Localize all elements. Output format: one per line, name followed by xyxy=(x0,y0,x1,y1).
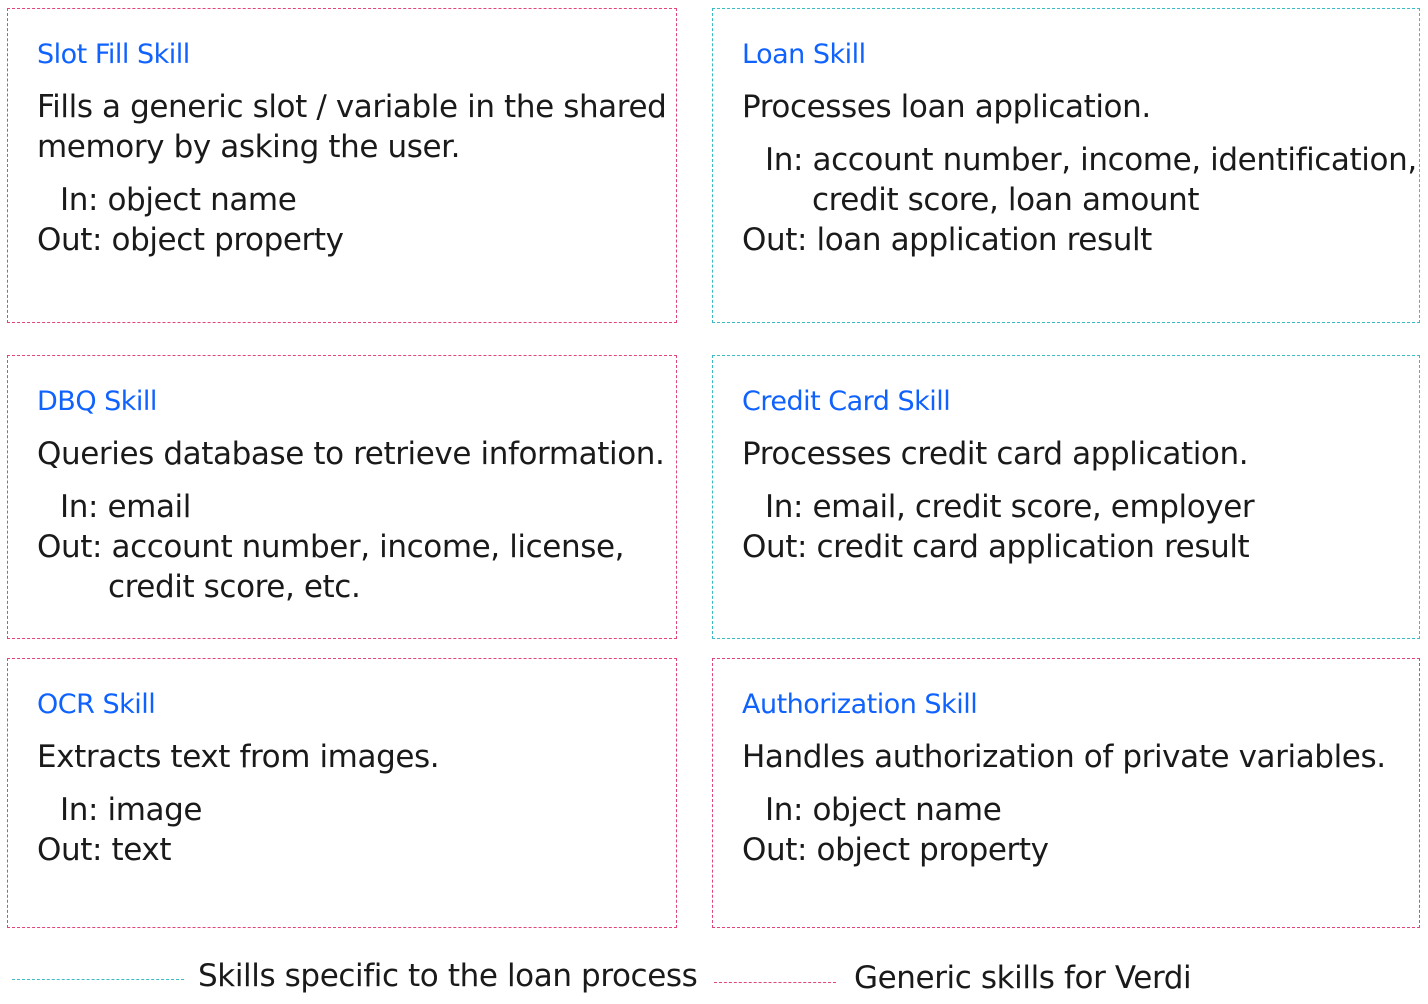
loan-skill-description: Processes loan application. xyxy=(742,89,1151,125)
loan-skill-card xyxy=(712,8,1420,323)
slot-fill-skill-card xyxy=(7,8,677,323)
credit-card-skill-card xyxy=(712,355,1420,639)
legend-generic-label: Generic skills for Verdi xyxy=(854,960,1192,996)
ocr-skill-title: OCR Skill xyxy=(37,689,156,720)
authorization-skill-input: In: object name xyxy=(765,792,1002,828)
ocr-skill-output: Out: text xyxy=(37,832,172,868)
credit-card-skill-title: Credit Card Skill xyxy=(742,386,951,417)
loan-skill-input-continued: credit score, loan amount xyxy=(812,182,1200,218)
dbq-skill-output-continued: credit score, etc. xyxy=(108,569,361,605)
legend-generic-swatch xyxy=(714,982,836,983)
legend-specific-label: Skills specific to the loan process xyxy=(198,958,698,994)
ocr-skill-card xyxy=(7,658,677,928)
credit-card-skill-output: Out: credit card application result xyxy=(742,529,1250,565)
dbq-skill-input: In: email xyxy=(60,489,191,525)
slot-fill-skill-title: Slot Fill Skill xyxy=(37,39,190,70)
slot-fill-skill-description-line: Fills a generic slot / variable in the shared xyxy=(37,89,667,125)
loan-skill-input: In: account number, income, identification, xyxy=(765,142,1417,178)
legend-specific-swatch xyxy=(12,979,184,980)
ocr-skill-description: Extracts text from images. xyxy=(37,739,440,775)
dbq-skill-description: Queries database to retrieve information. xyxy=(37,436,665,472)
authorization-skill-description: Handles authorization of private variables. xyxy=(742,739,1386,775)
slot-fill-skill-description-line: memory by asking the user. xyxy=(37,129,461,165)
loan-skill-title: Loan Skill xyxy=(742,39,866,70)
authorization-skill-title: Authorization Skill xyxy=(742,689,978,720)
loan-skill-output: Out: loan application result xyxy=(742,222,1152,258)
authorization-skill-output: Out: object property xyxy=(742,832,1049,868)
dbq-skill-title: DBQ Skill xyxy=(37,386,157,417)
slot-fill-skill-description xyxy=(37,87,666,167)
ocr-skill-input: In: image xyxy=(60,792,203,828)
slot-fill-skill-output: Out: object property xyxy=(37,222,344,258)
dbq-skill-card xyxy=(7,355,677,639)
credit-card-skill-description: Processes credit card application. xyxy=(742,436,1249,472)
slot-fill-skill-input: In: object name xyxy=(60,182,297,218)
credit-card-skill-input: In: email, credit score, employer xyxy=(765,489,1255,525)
dbq-skill-output: Out: account number, income, license, xyxy=(37,529,625,565)
authorization-skill-card xyxy=(712,658,1420,928)
